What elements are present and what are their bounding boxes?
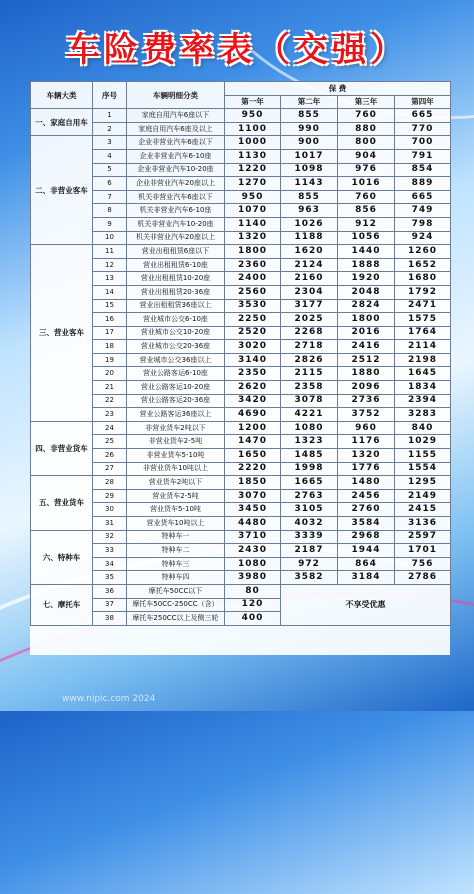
premium-year-1: 1470 [225, 435, 281, 449]
subcategory-cell: 营业城市公交20-36座 [127, 340, 225, 354]
category-cell: 二、非营业客车 [31, 136, 93, 245]
premium-year-2: 2268 [281, 326, 338, 340]
subcategory-cell: 非营业货车2吨以下 [127, 421, 225, 435]
header-year-1: 第一年 [225, 95, 281, 109]
subcategory-cell: 营业城市公交10-20座 [127, 326, 225, 340]
table-row [31, 571, 451, 585]
premium-year-4: 2394 [395, 394, 451, 408]
table-row [31, 503, 451, 517]
row-number: 1 [93, 109, 127, 123]
premium-year-4: 854 [395, 163, 451, 177]
subcategory-cell: 企业非营业汽车6-10座 [127, 149, 225, 163]
premium-year-1: 2220 [225, 462, 281, 476]
row-number: 25 [93, 435, 127, 449]
table-row [31, 122, 451, 136]
premium-year-3: 3752 [338, 408, 395, 422]
premium-year-2: 1998 [281, 462, 338, 476]
premium-year-4: 3283 [395, 408, 451, 422]
subcategory-cell: 营业城市公交6-10座 [127, 313, 225, 327]
premium-year-1: 3980 [225, 571, 281, 585]
subcategory-cell: 营业城市公交36座以上 [127, 353, 225, 367]
premium-year-4: 1155 [395, 449, 451, 463]
premium-year-4: 700 [395, 136, 451, 150]
subcategory-cell: 家庭自用汽车6座及以上 [127, 122, 225, 136]
premium-year-2: 2115 [281, 367, 338, 381]
premium-year-1: 120 [225, 598, 281, 612]
premium-year-1: 4480 [225, 517, 281, 531]
header-premium: 保 费 [225, 82, 451, 96]
premium-year-3: 912 [338, 217, 395, 231]
premium-year-4: 1260 [395, 245, 451, 259]
table-row [31, 177, 451, 191]
category-cell: 三、营业客车 [31, 245, 93, 422]
table-row [31, 136, 451, 150]
premium-year-4: 665 [395, 109, 451, 123]
table-row [31, 517, 451, 531]
premium-year-4: 1295 [395, 476, 451, 490]
subcategory-cell: 特种车二 [127, 544, 225, 558]
premium-year-1: 1080 [225, 557, 281, 571]
premium-year-3: 2968 [338, 530, 395, 544]
subcategory-cell: 特种车四 [127, 571, 225, 585]
premium-year-3: 1016 [338, 177, 395, 191]
premium-year-1: 1140 [225, 217, 281, 231]
subcategory-cell: 非营业货车5-10吨 [127, 449, 225, 463]
table-row [31, 163, 451, 177]
premium-year-2: 2187 [281, 544, 338, 558]
premium-year-1: 1650 [225, 449, 281, 463]
row-number: 14 [93, 285, 127, 299]
table-row [31, 381, 451, 395]
subcategory-cell: 机关非营业汽车6-10座 [127, 204, 225, 218]
subcategory-cell: 营业出租租赁6座以下 [127, 245, 225, 259]
premium-year-3: 2736 [338, 394, 395, 408]
subcategory-cell: 特种车三 [127, 557, 225, 571]
premium-year-4: 1701 [395, 544, 451, 558]
header-category: 车辆大类 [31, 82, 93, 109]
row-number: 37 [93, 598, 127, 612]
premium-year-1: 2520 [225, 326, 281, 340]
premium-year-2: 2826 [281, 353, 338, 367]
premium-year-2: 1026 [281, 217, 338, 231]
premium-year-1: 950 [225, 109, 281, 123]
premium-year-1: 400 [225, 612, 281, 626]
header-year-3: 第三年 [338, 95, 395, 109]
premium-year-2: 2304 [281, 285, 338, 299]
premium-year-4: 2415 [395, 503, 451, 517]
no-discount-note: 不享受优惠 [281, 584, 451, 625]
subcategory-cell: 营业公路客运10-20座 [127, 381, 225, 395]
premium-year-1: 3020 [225, 340, 281, 354]
premium-year-3: 880 [338, 122, 395, 136]
row-number: 24 [93, 421, 127, 435]
premium-year-1: 1220 [225, 163, 281, 177]
row-number: 28 [93, 476, 127, 490]
table-row [31, 544, 451, 558]
subcategory-cell: 营业公路客运20-36座 [127, 394, 225, 408]
premium-year-4: 791 [395, 149, 451, 163]
row-number: 9 [93, 217, 127, 231]
premium-year-1: 2350 [225, 367, 281, 381]
premium-year-1: 2430 [225, 544, 281, 558]
premium-year-3: 1056 [338, 231, 395, 245]
row-number: 12 [93, 258, 127, 272]
table-row [31, 149, 451, 163]
premium-year-3: 2512 [338, 353, 395, 367]
row-number: 15 [93, 299, 127, 313]
table-row [31, 340, 451, 354]
premium-year-2: 3582 [281, 571, 338, 585]
table-row [31, 285, 451, 299]
subcategory-cell: 摩托车250CC以上及侧三轮 [127, 612, 225, 626]
table-row [31, 449, 451, 463]
table-row [31, 435, 451, 449]
header-year-2: 第二年 [281, 95, 338, 109]
category-cell: 四、非营业货车 [31, 421, 93, 475]
row-number: 32 [93, 530, 127, 544]
subcategory-cell: 企业非营业汽车6座以下 [127, 136, 225, 150]
premium-year-1: 1800 [225, 245, 281, 259]
premium-year-3: 760 [338, 109, 395, 123]
premium-year-3: 1776 [338, 462, 395, 476]
premium-year-2: 1080 [281, 421, 338, 435]
subcategory-cell: 营业货车5-10吨 [127, 503, 225, 517]
premium-year-1: 3710 [225, 530, 281, 544]
premium-year-1: 2400 [225, 272, 281, 286]
row-number: 19 [93, 353, 127, 367]
premium-year-2: 855 [281, 109, 338, 123]
premium-year-1: 950 [225, 190, 281, 204]
premium-year-1: 3450 [225, 503, 281, 517]
table-row [31, 326, 451, 340]
premium-year-2: 1323 [281, 435, 338, 449]
subcategory-cell: 营业公路客运36座以上 [127, 408, 225, 422]
premium-year-2: 963 [281, 204, 338, 218]
premium-year-3: 2456 [338, 489, 395, 503]
table-row [31, 217, 451, 231]
premium-year-2: 3105 [281, 503, 338, 517]
premium-year-3: 1176 [338, 435, 395, 449]
premium-year-2: 4221 [281, 408, 338, 422]
table-row [31, 245, 451, 259]
table-row [31, 408, 451, 422]
header-subcategory: 车辆明细分类 [127, 82, 225, 109]
subcategory-cell: 营业货车10吨以上 [127, 517, 225, 531]
premium-year-2: 2358 [281, 381, 338, 395]
premium-year-4: 2786 [395, 571, 451, 585]
premium-year-1: 4690 [225, 408, 281, 422]
premium-year-2: 3177 [281, 299, 338, 313]
subcategory-cell: 企业非营业汽车20座以上 [127, 177, 225, 191]
table-row [31, 353, 451, 367]
table-row [31, 367, 451, 381]
row-number: 4 [93, 149, 127, 163]
row-number: 16 [93, 313, 127, 327]
premium-year-3: 2824 [338, 299, 395, 313]
table-row [31, 557, 451, 571]
row-number: 23 [93, 408, 127, 422]
premium-year-4: 665 [395, 190, 451, 204]
subcategory-cell: 营业货车2吨以下 [127, 476, 225, 490]
category-cell: 一、家庭自用车 [31, 109, 93, 136]
premium-year-2: 1188 [281, 231, 338, 245]
premium-year-4: 756 [395, 557, 451, 571]
premium-year-3: 2048 [338, 285, 395, 299]
premium-year-2: 2160 [281, 272, 338, 286]
premium-year-2: 990 [281, 122, 338, 136]
premium-year-1: 2250 [225, 313, 281, 327]
premium-year-1: 3140 [225, 353, 281, 367]
premium-year-2: 3339 [281, 530, 338, 544]
premium-year-3: 2096 [338, 381, 395, 395]
premium-year-2: 1098 [281, 163, 338, 177]
premium-year-2: 855 [281, 190, 338, 204]
row-number: 7 [93, 190, 127, 204]
premium-year-2: 972 [281, 557, 338, 571]
subcategory-cell: 机关非营业汽车10-20座 [127, 217, 225, 231]
row-number: 22 [93, 394, 127, 408]
premium-year-2: 2763 [281, 489, 338, 503]
row-number: 8 [93, 204, 127, 218]
premium-year-3: 1480 [338, 476, 395, 490]
row-number: 13 [93, 272, 127, 286]
row-number: 29 [93, 489, 127, 503]
category-cell: 五、营业货车 [31, 476, 93, 530]
subcategory-cell: 非营业货车10吨以上 [127, 462, 225, 476]
premium-year-2: 2718 [281, 340, 338, 354]
premium-year-4: 3136 [395, 517, 451, 531]
premium-year-4: 1834 [395, 381, 451, 395]
premium-year-2: 1143 [281, 177, 338, 191]
premium-year-3: 1880 [338, 367, 395, 381]
table-row [31, 530, 451, 544]
premium-year-4: 1764 [395, 326, 451, 340]
premium-year-3: 2416 [338, 340, 395, 354]
rate-table [30, 81, 451, 626]
row-number: 35 [93, 571, 127, 585]
premium-year-3: 856 [338, 204, 395, 218]
premium-year-4: 1029 [395, 435, 451, 449]
subcategory-cell: 家庭自用汽车6座以下 [127, 109, 225, 123]
premium-year-1: 3420 [225, 394, 281, 408]
premium-year-3: 2016 [338, 326, 395, 340]
premium-year-4: 2597 [395, 530, 451, 544]
premium-year-1: 3070 [225, 489, 281, 503]
row-number: 30 [93, 503, 127, 517]
row-number: 5 [93, 163, 127, 177]
row-number: 27 [93, 462, 127, 476]
rate-table-container [30, 81, 450, 655]
row-number: 10 [93, 231, 127, 245]
table-body [31, 109, 451, 626]
row-number: 3 [93, 136, 127, 150]
row-number: 6 [93, 177, 127, 191]
premium-year-3: 2760 [338, 503, 395, 517]
watermark-text: www.nipic.com 2024 [62, 694, 156, 704]
subcategory-cell: 营业公路客运6-10座 [127, 367, 225, 381]
row-number: 36 [93, 584, 127, 598]
row-number: 26 [93, 449, 127, 463]
row-number: 38 [93, 612, 127, 626]
premium-year-1: 1320 [225, 231, 281, 245]
premium-year-3: 1320 [338, 449, 395, 463]
subcategory-cell: 特种车一 [127, 530, 225, 544]
premium-year-4: 1792 [395, 285, 451, 299]
premium-year-4: 2471 [395, 299, 451, 313]
premium-year-1: 1000 [225, 136, 281, 150]
premium-year-1: 3530 [225, 299, 281, 313]
subcategory-cell: 摩托车50CC以下 [127, 584, 225, 598]
premium-year-1: 1850 [225, 476, 281, 490]
premium-year-1: 2360 [225, 258, 281, 272]
row-number: 2 [93, 122, 127, 136]
page-title: 车险费率表（交强） [66, 30, 408, 70]
premium-year-4: 798 [395, 217, 451, 231]
row-number: 33 [93, 544, 127, 558]
premium-year-1: 2560 [225, 285, 281, 299]
row-number: 31 [93, 517, 127, 531]
premium-year-4: 1680 [395, 272, 451, 286]
premium-year-3: 1888 [338, 258, 395, 272]
table-row [31, 476, 451, 490]
subcategory-cell: 非营业货车2-5吨 [127, 435, 225, 449]
subcategory-cell: 企业非营业汽车10-20座 [127, 163, 225, 177]
table-row [31, 489, 451, 503]
premium-year-4: 1554 [395, 462, 451, 476]
premium-year-2: 2025 [281, 313, 338, 327]
subcategory-cell: 机关非营业汽车6座以下 [127, 190, 225, 204]
premium-year-4: 1652 [395, 258, 451, 272]
table-row [31, 109, 451, 123]
row-number: 17 [93, 326, 127, 340]
premium-year-1: 1130 [225, 149, 281, 163]
premium-year-2: 2124 [281, 258, 338, 272]
premium-year-4: 2198 [395, 353, 451, 367]
premium-year-1: 2620 [225, 381, 281, 395]
premium-year-2: 1665 [281, 476, 338, 490]
subcategory-cell: 营业出租租赁20-36座 [127, 285, 225, 299]
row-number: 34 [93, 557, 127, 571]
table-row [31, 190, 451, 204]
premium-year-1: 1270 [225, 177, 281, 191]
premium-year-1: 80 [225, 584, 281, 598]
table-row [31, 231, 451, 245]
premium-year-1: 1200 [225, 421, 281, 435]
subcategory-cell: 摩托车50CC-250CC（含） [127, 598, 225, 612]
premium-year-3: 760 [338, 190, 395, 204]
premium-year-2: 3078 [281, 394, 338, 408]
premium-year-4: 1575 [395, 313, 451, 327]
premium-year-3: 976 [338, 163, 395, 177]
premium-year-4: 2114 [395, 340, 451, 354]
subcategory-cell: 营业出租租赁10-20座 [127, 272, 225, 286]
table-row [31, 421, 451, 435]
premium-year-3: 3184 [338, 571, 395, 585]
premium-year-4: 924 [395, 231, 451, 245]
premium-year-4: 2149 [395, 489, 451, 503]
table-row [31, 272, 451, 286]
row-number: 21 [93, 381, 127, 395]
table-row [31, 299, 451, 313]
premium-year-4: 840 [395, 421, 451, 435]
row-number: 11 [93, 245, 127, 259]
subcategory-cell: 营业货车2-5吨 [127, 489, 225, 503]
premium-year-2: 900 [281, 136, 338, 150]
table-row [31, 204, 451, 218]
premium-year-4: 1645 [395, 367, 451, 381]
premium-year-2: 1620 [281, 245, 338, 259]
subcategory-cell: 营业出租租赁36座以上 [127, 299, 225, 313]
premium-year-3: 800 [338, 136, 395, 150]
premium-year-4: 889 [395, 177, 451, 191]
table-row [31, 462, 451, 476]
premium-year-3: 1920 [338, 272, 395, 286]
table-row [31, 258, 451, 272]
premium-year-3: 864 [338, 557, 395, 571]
premium-year-3: 960 [338, 421, 395, 435]
premium-year-1: 1070 [225, 204, 281, 218]
table-row [31, 394, 451, 408]
category-cell: 六、特种车 [31, 530, 93, 584]
premium-year-4: 770 [395, 122, 451, 136]
premium-year-2: 4032 [281, 517, 338, 531]
subcategory-cell: 营业出租租赁6-10座 [127, 258, 225, 272]
premium-year-3: 3584 [338, 517, 395, 531]
header-no: 序号 [93, 82, 127, 109]
row-number: 20 [93, 367, 127, 381]
premium-year-3: 1800 [338, 313, 395, 327]
premium-year-3: 1944 [338, 544, 395, 558]
premium-year-3: 1440 [338, 245, 395, 259]
table-row [31, 313, 451, 327]
premium-year-2: 1017 [281, 149, 338, 163]
premium-year-1: 1100 [225, 122, 281, 136]
table-row [31, 584, 451, 598]
premium-year-4: 749 [395, 204, 451, 218]
premium-year-2: 1485 [281, 449, 338, 463]
category-cell: 七、摩托车 [31, 584, 93, 625]
subcategory-cell: 机关非营业汽车20座以上 [127, 231, 225, 245]
premium-year-3: 904 [338, 149, 395, 163]
header-year-4: 第四年 [395, 95, 451, 109]
row-number: 18 [93, 340, 127, 354]
